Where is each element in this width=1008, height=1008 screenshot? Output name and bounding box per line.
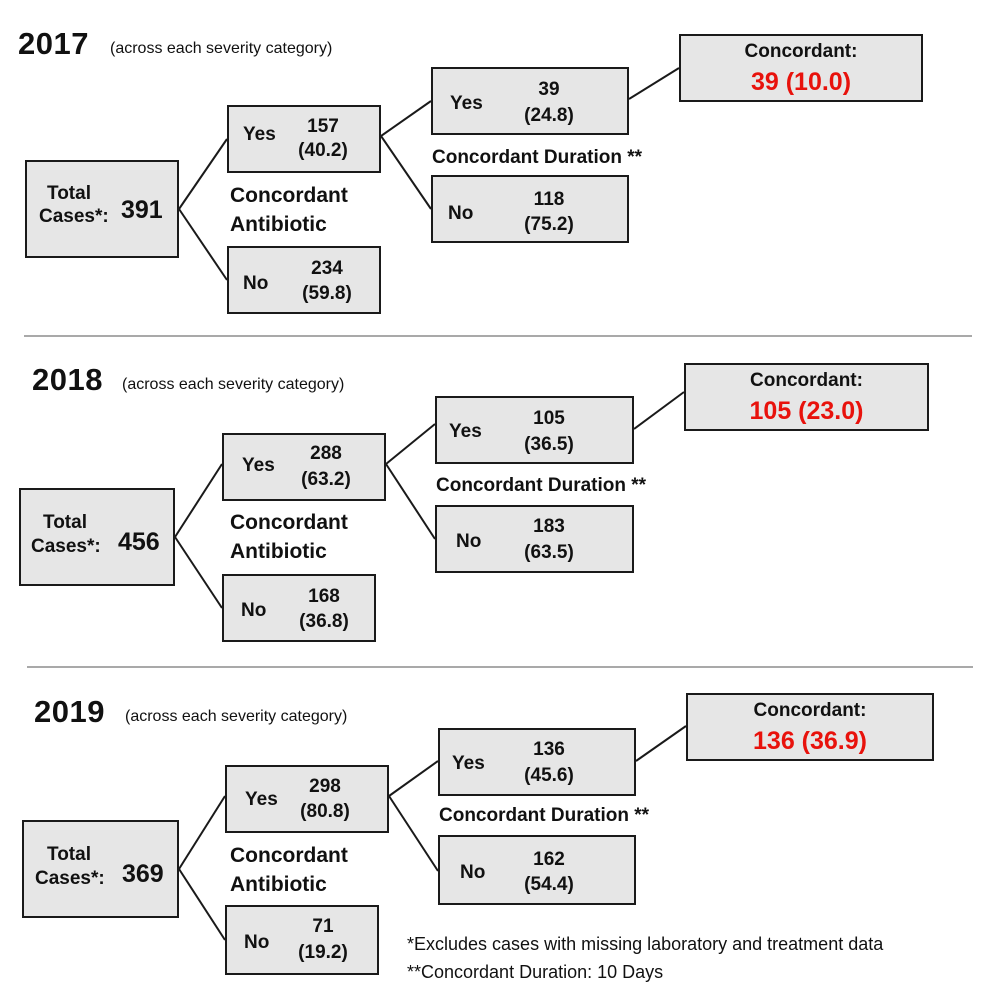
antibiotic-yes-percent: (63.2): [301, 469, 351, 490]
no-label: No: [456, 531, 482, 552]
connector-yes-to-duration-yes: [386, 424, 435, 464]
antibiotic-yes-box: [222, 433, 386, 501]
connector-duration-yes-to-concordant: [636, 726, 686, 761]
duration-no-box: [435, 505, 634, 573]
duration-no-count: 162: [533, 849, 565, 870]
concordant-result-box: [686, 693, 934, 761]
connector-total-to-yes: [175, 464, 222, 537]
concordant-duration-label: Concordant Duration **: [436, 475, 647, 496]
duration-yes-count: 136: [533, 739, 565, 760]
no-label: No: [243, 273, 269, 294]
antibiotic-yes-box: [227, 105, 381, 173]
cases-label: Cases*:: [39, 206, 109, 227]
antibiotic-no-box: [227, 246, 381, 314]
concordant-title: Concordant:: [750, 370, 863, 391]
year-title: 2017: [18, 26, 89, 61]
yes-label: Yes: [450, 93, 483, 114]
duration-no-percent: (63.5): [524, 542, 574, 563]
antibiotic-yes-count: 298: [309, 776, 341, 797]
duration-yes-count: 39: [538, 79, 560, 100]
antibiotic-no-box: [225, 905, 379, 975]
antibiotic-yes-percent: (40.2): [298, 140, 348, 161]
panel-2017: [0, 0, 1008, 330]
connector-duration-yes-to-concordant: [634, 392, 684, 429]
duration-yes-percent: (45.6): [524, 765, 574, 786]
total-cases-box: [22, 820, 179, 918]
yes-label: Yes: [452, 753, 485, 774]
antibiotic-no-percent: (59.8): [302, 283, 352, 304]
antibiotic-no-box: [222, 574, 376, 642]
duration-yes-count: 105: [533, 408, 565, 429]
connector-total-to-no: [179, 209, 227, 280]
year-title: 2018: [32, 362, 103, 397]
concordant-value: 39 (10.0): [750, 68, 852, 96]
concordant-duration-label: Concordant Duration **: [439, 805, 650, 826]
concordant-result-box: [684, 363, 929, 431]
yes-label: Yes: [243, 124, 276, 145]
antibiotic-yes-count: 157: [307, 116, 339, 137]
duration-yes-box: [435, 396, 634, 464]
concordant-value: 136 (36.9): [753, 727, 867, 755]
connector-total-to-no: [175, 537, 222, 608]
connector-yes-to-duration-yes: [381, 101, 431, 136]
duration-no-box: [431, 175, 629, 243]
duration-yes-percent: (36.5): [524, 434, 574, 455]
yes-label: Yes: [242, 455, 275, 476]
connector-yes-to-duration-no: [386, 464, 435, 539]
concordant-value: 105 (23.0): [749, 397, 864, 425]
footnote-duration: **Concordant Duration: 10 Days: [407, 962, 664, 982]
connector-yes-to-duration-no: [381, 136, 431, 209]
connector-yes-to-duration-no: [389, 796, 438, 871]
connector-duration-yes-to-concordant: [629, 68, 679, 99]
total-cases-box: [25, 160, 179, 258]
antibiotic-yes-count: 288: [310, 443, 342, 464]
footnote-missing-data: *Excludes cases with missing laboratory and treatment data: [407, 934, 884, 954]
total-value: 369: [122, 860, 164, 888]
total-cases-box: [19, 488, 175, 586]
duration-yes-percent: (24.8): [524, 105, 574, 126]
cases-label: Cases*:: [35, 868, 105, 889]
antibiotic-no-percent: (36.8): [299, 611, 349, 632]
concordant-antibiotic-label: Concordant Antibiotic: [230, 184, 348, 236]
concordant-result-box: [679, 34, 923, 102]
duration-no-box: [438, 835, 636, 905]
concordant-duration-label: Concordant Duration **: [432, 147, 643, 168]
duration-no-percent: (54.4): [524, 874, 574, 895]
no-label: No: [448, 203, 474, 224]
duration-no-count: 183: [533, 516, 565, 537]
total-value: 456: [118, 528, 160, 556]
connector-yes-to-duration-yes: [389, 761, 438, 796]
year-title: 2019: [34, 694, 105, 729]
duration-no-count: 118: [533, 189, 565, 210]
total-label: Total: [47, 183, 91, 204]
duration-yes-box: [438, 728, 636, 796]
total-value: 391: [121, 196, 163, 224]
yes-label: Yes: [245, 789, 278, 810]
yes-label: Yes: [449, 421, 482, 442]
total-label: Total: [43, 512, 87, 533]
antibiotic-no-count: 71: [312, 916, 334, 937]
concordant-title: Concordant:: [744, 41, 858, 62]
no-label: No: [244, 932, 270, 953]
no-label: No: [241, 600, 267, 621]
connector-total-to-yes: [179, 139, 227, 209]
duration-yes-box: [431, 67, 629, 135]
antibiotic-no-percent: (19.2): [298, 942, 348, 963]
antibiotic-yes-percent: (80.8): [300, 801, 350, 822]
concordant-antibiotic-label: Concordant Antibiotic: [230, 511, 348, 563]
connector-total-to-yes: [179, 796, 225, 869]
year-note: (across each severity category): [125, 708, 348, 725]
antibiotic-no-count: 168: [308, 586, 340, 607]
duration-no-percent: (75.2): [524, 214, 574, 235]
total-label: Total: [47, 844, 91, 865]
antibiotic-no-count: 234: [311, 258, 343, 279]
no-label: No: [460, 862, 486, 883]
concordant-antibiotic-label: Concordant Antibiotic: [230, 844, 348, 896]
panel-2018: [0, 330, 1008, 660]
year-note: (across each severity category): [122, 376, 345, 393]
connector-total-to-no: [179, 869, 225, 940]
concordant-title: Concordant:: [753, 700, 867, 721]
year-note: (across each severity category): [110, 40, 333, 57]
cases-label: Cases*:: [31, 536, 101, 557]
antibiotic-yes-box: [225, 765, 389, 833]
